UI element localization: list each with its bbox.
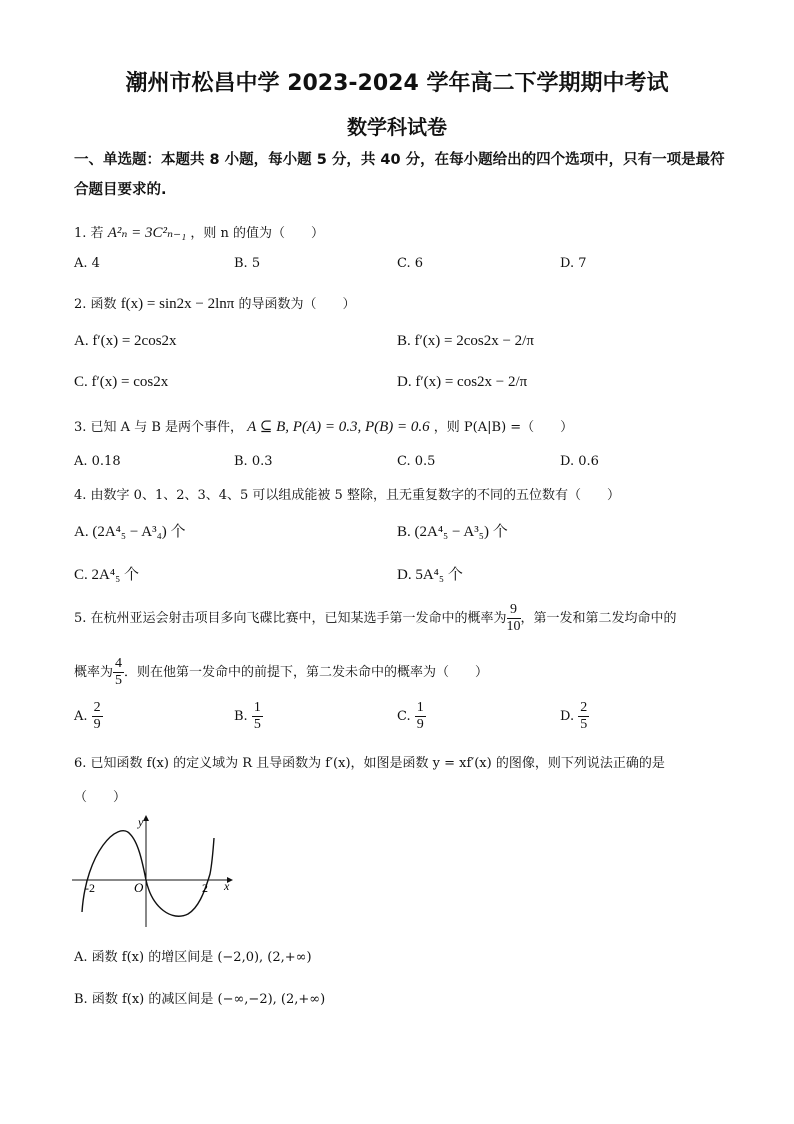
q5-option-c <box>397 700 426 733</box>
question-3-stem: ，则 P(A|B) =（ ） <box>433 420 574 435</box>
question-3-prefix: 3. 已知 A 与 B 是两个事件， <box>74 420 244 435</box>
question-3-expr: A ⊆ B, P(A) = 0.3, P(B) = 0.6 <box>247 419 430 435</box>
function-graph <box>72 812 242 932</box>
fraction-numerator: 4 <box>115 656 123 671</box>
q3-option-a: A. 0.18 <box>74 454 121 469</box>
question-5-line-2 <box>74 656 726 689</box>
q2-option-b: B. f′(x) = 2cos2x − 2/π <box>397 333 534 349</box>
exam-title: 潮州市松昌中学 2023-2024 学年高二下学期期中考试 <box>125 71 669 96</box>
question-5-text-3: 概率为 <box>74 665 114 680</box>
question-5-text-1: 5. 在杭州亚运会射击项目多向飞碟比赛中，已知某选手第一发命中的概率为 <box>74 611 507 626</box>
fraction-numerator: 1 <box>253 700 261 715</box>
section-heading: 一、单选题：本题共 8 小题，每小题 5 分，共 40 分，在每小题给出的四个选项中，只有一项是最符合题目要求的. <box>74 152 725 198</box>
q1-option-b: B. 5 <box>234 256 261 271</box>
question-2-stem: 的导函数为（ ） <box>238 297 356 312</box>
fraction-numerator: 1 <box>416 700 424 715</box>
fraction-denominator: 9 <box>416 717 424 732</box>
question-5-text-4: ．则在他第一发命中的前提下，第二发未命中的概率为（ ） <box>124 665 489 680</box>
tick-neg-2: -2 <box>85 881 95 895</box>
fraction-denominator: 10 <box>506 619 521 634</box>
fraction-denominator: 5 <box>580 717 588 732</box>
fraction-denominator: 5 <box>253 717 261 732</box>
q1-option-d: D. 7 <box>560 256 587 271</box>
fraction-numerator: 2 <box>93 700 101 715</box>
tick-pos-2: 2 <box>202 881 208 895</box>
q1-option-a: A. 4 <box>74 256 100 271</box>
option-label: C. <box>397 709 411 724</box>
q3-option-b: B. 0.3 <box>234 454 273 469</box>
question-5-line-1 <box>74 602 726 635</box>
question-1-prefix: 1. 若 <box>74 226 104 241</box>
q3-option-d: D. 0.6 <box>560 454 599 469</box>
q5-option-b <box>234 700 263 733</box>
option-fraction <box>92 700 103 733</box>
q4-option-d: D. 5A⁴₅ 个 <box>397 567 463 583</box>
question-1-stem: ，则 n 的值为（ ） <box>190 226 325 241</box>
question-6-line-1: 6. 已知函数 f(x) 的定义域为 R 且导函数为 f′(x)，如图是函数 y = xf′(x) 的图像，则下列说法正确的是 <box>74 756 665 771</box>
origin-label: O <box>134 880 144 895</box>
option-label: A. <box>74 709 88 724</box>
q1-option-c: C. 6 <box>397 256 424 271</box>
fraction-9-10 <box>507 602 521 635</box>
exam-subtitle: 数学科试卷 <box>347 115 447 139</box>
fraction-denominator: 5 <box>115 673 123 688</box>
question-4: 4. 由数字 0、1、2、3、4、5 可以组成能被 5 整除，且无重复数字的不同的五位数有（ ） <box>74 488 620 503</box>
fraction-4-5 <box>113 656 124 689</box>
fraction-numerator: 9 <box>507 602 521 619</box>
q4-option-c: C. 2A⁴₅ 个 <box>74 567 140 583</box>
q4-option-b: B. (2A⁴₅ − A³₅) 个 <box>397 524 508 540</box>
x-axis-label: x <box>224 879 230 893</box>
q5-option-a <box>74 700 103 733</box>
q4-option-a: A. (2A⁴₅ − A³₄) 个 <box>74 524 186 540</box>
option-fraction <box>252 700 263 733</box>
q3-option-c: C. 0.5 <box>397 454 436 469</box>
question-5-text-2: ，第一发和第二发均命中的 <box>520 611 677 626</box>
question-2-expr: f(x) = sin2x − 2lnπ <box>120 296 235 312</box>
question-1 <box>74 222 726 242</box>
option-label: D. <box>560 709 575 724</box>
option-fraction <box>578 700 589 733</box>
question-1-expr: A²ₙ = 3C²ₙ₋₁ <box>107 225 187 241</box>
y-axis-label: y <box>138 815 144 829</box>
q2-option-d: D. f′(x) = cos2x − 2/π <box>397 374 528 390</box>
question-3 <box>74 416 726 436</box>
question-6-line-2: （ ） <box>74 790 127 805</box>
q6-option-a: A. 函数 f(x) 的增区间是 (−2,0), (2,+∞) <box>74 950 312 965</box>
q6-option-b: B. 函数 f(x) 的减区间是 (−∞,−2), (2,+∞) <box>74 992 326 1007</box>
option-fraction <box>415 700 426 733</box>
q2-option-c: C. f′(x) = cos2x <box>74 374 169 390</box>
option-label: B. <box>234 709 248 724</box>
question-2 <box>74 293 726 313</box>
q5-option-d <box>560 700 589 733</box>
q2-option-a: A. f′(x) = 2cos2x <box>74 333 177 349</box>
question-2-prefix: 2. 函数 <box>74 297 117 312</box>
fraction-denominator: 9 <box>93 717 101 732</box>
curve <box>82 831 214 916</box>
fraction-numerator: 2 <box>580 700 588 715</box>
